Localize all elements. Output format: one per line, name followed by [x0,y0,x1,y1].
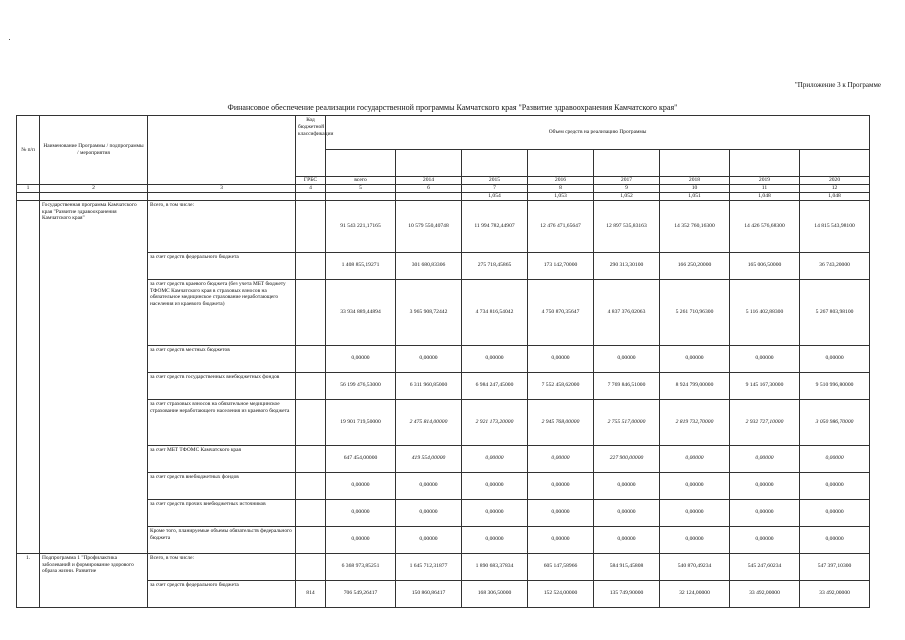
header-code-value: 1,048 [730,192,800,200]
row-value: 11 994 782,44907 [462,200,528,252]
row-value: 12 476 471,65647 [528,200,594,252]
row-source: за счет средств местных бюджетов [148,345,296,372]
header-num: № п/п [17,116,40,185]
row-source: за счет страховых взносов на обязательное медицинское страхование неработающего населения из краевого бюджета [148,399,296,445]
header-col-number: 8 [528,184,594,192]
row-value: 2 945 768,00000 [528,399,594,445]
header-col-number: 9 [594,184,660,192]
code-spacer [40,192,148,200]
row-name: Государственная программа Камчатского края "Развитие здравоохранения Камчатского края" [40,200,148,553]
row-value: 6 984 247,45000 [462,372,528,399]
header-code-value: 1,053 [528,192,594,200]
row-value: 0,00000 [528,499,594,526]
row-grbs [296,279,326,345]
header-code-value: 1,051 [660,192,730,200]
row-value: 0,00000 [800,499,870,526]
header-spacer [326,150,396,177]
row-grbs [296,445,326,472]
row-value: 275 718,45865 [462,252,528,279]
row-value: 0,00000 [528,345,594,372]
row-value: 8 924 799,00000 [660,372,730,399]
row-value: 419 554,00000 [396,445,462,472]
row-value: 4 750 870,35647 [528,279,594,345]
row-grbs [296,472,326,499]
row-value: 540 870,49234 [660,553,730,580]
row-value: 0,00000 [462,445,528,472]
row-value: 0,00000 [594,472,660,499]
row-value: 0,00000 [660,472,730,499]
row-source: за счет МБТ ТФОМС Камчатского края [148,445,296,472]
row-value: 14 815 543,98100 [800,200,870,252]
row-value: 2 932 727,10000 [730,399,800,445]
header-total: всего [326,177,396,185]
header-year: 2018 [660,177,730,185]
header-col-number: 4 [296,184,326,192]
header-col-number: 1 [17,184,40,192]
header-col-number: 3 [148,184,296,192]
row-value: 173 142,70000 [528,252,594,279]
row-value: 647 454,00000 [326,445,396,472]
row-grbs [296,553,326,580]
row-value: 301 680,83306 [396,252,462,279]
header-col-number: 2 [40,184,148,192]
row-value: 91 543 221,17165 [326,200,396,252]
row-value: 584 915,45808 [594,553,660,580]
row-grbs [296,372,326,399]
header-blank [148,116,296,185]
row-grbs: 814 [296,580,326,607]
header-col-number: 11 [730,184,800,192]
row-source: за счет средств федерального бюджета [148,252,296,279]
header-spacer [594,150,660,177]
header-code-value: 1,054 [462,192,528,200]
row-source: за счет средств федерального бюджета [148,580,296,607]
row-value: 5 116 402,88300 [730,279,800,345]
row-value: 2 755 517,00000 [594,399,660,445]
row-value: 0,00000 [660,445,730,472]
row-value: 4 734 816,54042 [462,279,528,345]
row-value: 2 475 814,00000 [396,399,462,445]
row-value: 0,00000 [462,472,528,499]
row-value: 6 311 960,85000 [396,372,462,399]
finance-table [16,115,870,608]
row-value: 1 890 683,37834 [462,553,528,580]
header-spacer [396,150,462,177]
row-value: 2 819 732,70000 [660,399,730,445]
row-value: 33 492,00000 [730,580,800,607]
row-value: 0,00000 [730,345,800,372]
code-spacer [326,192,396,200]
header-spacer [462,150,528,177]
header-col-number: 10 [660,184,730,192]
row-source: Кроме того, планируемые объемы обязательств федерального бюджета [148,526,296,553]
row-value: 0,00000 [326,526,396,553]
row-value: 6 368 973,85251 [326,553,396,580]
row-grbs [296,252,326,279]
row-number: 1. [17,553,40,607]
header-spacer [528,150,594,177]
row-value: 33 934 889,44894 [326,279,396,345]
code-spacer [396,192,462,200]
row-value: 7 769 846,51000 [594,372,660,399]
row-value: 0,00000 [800,472,870,499]
row-value: 3 050 986,70000 [800,399,870,445]
row-value: 0,00000 [326,345,396,372]
header-volume: Объем средств на реализацию Программы [326,116,870,150]
row-value: 0,00000 [396,345,462,372]
row-source: за счет средств краевого бюджета (без учета МБТ бюджету ТФОМС Камчатского края в страховых взносов на обязательное медицинское страхование неработающего населения из краевого бюджета) [148,279,296,345]
header-year: 2017 [594,177,660,185]
row-value: 4 837 376,02063 [594,279,660,345]
row-value: 227 900,00000 [594,445,660,472]
row-value: 12 897 535,83163 [594,200,660,252]
row-value: 152 524,00000 [528,580,594,607]
row-value: 0,00000 [730,526,800,553]
header-col-number: 7 [462,184,528,192]
row-value: 5 261 710,96300 [660,279,730,345]
row-number [17,200,40,553]
row-value: 0,00000 [730,445,800,472]
row-value: 0,00000 [326,472,396,499]
row-value: 545 247,60234 [730,553,800,580]
row-value: 0,00000 [396,499,462,526]
appendix-note: "Приложение 3 к Программе [794,81,881,89]
row-value: 0,00000 [462,526,528,553]
row-value: 0,00000 [594,499,660,526]
page-title: Финансовое обеспечение реализации государственной программы Камчатского края "Развитие здравоохранения Камчатского края" [227,103,678,112]
row-value: 1 645 712,31877 [396,553,462,580]
row-value: 0,00000 [462,345,528,372]
row-grbs [296,345,326,372]
row-value: 9 510 996,80000 [800,372,870,399]
header-code-value: 1,052 [594,192,660,200]
row-value: 10 579 550,40748 [396,200,462,252]
row-value: 5 267 803,98100 [800,279,870,345]
row-value: 0,00000 [594,526,660,553]
row-value: 165 006,50000 [730,252,800,279]
row-value: 9 145 167,30000 [730,372,800,399]
header-grbs: ГРБС [296,177,326,185]
row-value: 168 306,50000 [462,580,528,607]
row-value: 0,00000 [528,472,594,499]
header-code-value: 1,048 [800,192,870,200]
row-value: 56 199 476,53000 [326,372,396,399]
row-value: 0,00000 [800,526,870,553]
row-value: 32 124,00000 [660,580,730,607]
row-value: 0,00000 [528,445,594,472]
row-value: 166 250,20000 [660,252,730,279]
row-value: 0,00000 [326,499,396,526]
table-row [17,200,870,252]
row-value: 0,00000 [800,345,870,372]
row-grbs [296,200,326,252]
row-value: 0,00000 [800,445,870,472]
header-year: 2019 [730,177,800,185]
table-row [17,553,870,580]
row-source: за счет средств прочих внебюджетных источников [148,499,296,526]
scan-speck [9,39,10,40]
row-value: 3 965 908,72442 [396,279,462,345]
row-grbs [296,399,326,445]
header-spacer [730,150,800,177]
header-year: 2015 [462,177,528,185]
row-value: 706 549,26417 [326,580,396,607]
header-year: 2016 [528,177,594,185]
row-source: за счет средств государственных внебюджетных фондов [148,372,296,399]
header-col-number: 12 [800,184,870,192]
code-spacer [17,192,40,200]
row-value: 33 492,00000 [800,580,870,607]
row-source: за счет средств внебюджетных фондов [148,472,296,499]
row-value: 135 749,90000 [594,580,660,607]
header-code: Код бюджетной классификации [296,116,326,177]
row-value: 0,00000 [528,526,594,553]
row-value: 36 743,20000 [800,252,870,279]
row-value: 150 860,86417 [396,580,462,607]
row-value: 0,00000 [396,526,462,553]
row-value: 605 147,58966 [528,553,594,580]
header-spacer [660,150,730,177]
row-name: Подпрограмма 1 "Профилактика заболеваний и формирование здорового образа жизни. Развитие [40,553,148,607]
row-value: 0,00000 [660,499,730,526]
row-value: 19 901 719,50000 [326,399,396,445]
row-value: 1 408 855,19271 [326,252,396,279]
row-value: 0,00000 [396,472,462,499]
row-value: 0,00000 [730,499,800,526]
row-value: 7 552 458,62000 [528,372,594,399]
header-spacer [800,150,870,177]
header-col-number: 6 [396,184,462,192]
code-spacer [296,192,326,200]
header-year: 2020 [800,177,870,185]
row-value: 0,00000 [730,472,800,499]
header-col-number: 5 [326,184,396,192]
row-grbs [296,526,326,553]
code-spacer [148,192,296,200]
header-year: 2014 [396,177,462,185]
row-value: 290 313,30100 [594,252,660,279]
row-value: 0,00000 [462,499,528,526]
header-name: Наименование Программы / подпрограммы / мероприятия [40,116,148,185]
row-value: 0,00000 [594,345,660,372]
row-value: 0,00000 [660,526,730,553]
row-value: 2 921 173,20000 [462,399,528,445]
row-grbs [296,499,326,526]
row-source: Всего, в том числе: [148,200,296,252]
row-source: Всего, в том числе: [148,553,296,580]
row-value: 14 426 576,68300 [730,200,800,252]
row-value: 0,00000 [660,345,730,372]
row-value: 547 397,10300 [800,553,870,580]
row-value: 14 352 760,16300 [660,200,730,252]
